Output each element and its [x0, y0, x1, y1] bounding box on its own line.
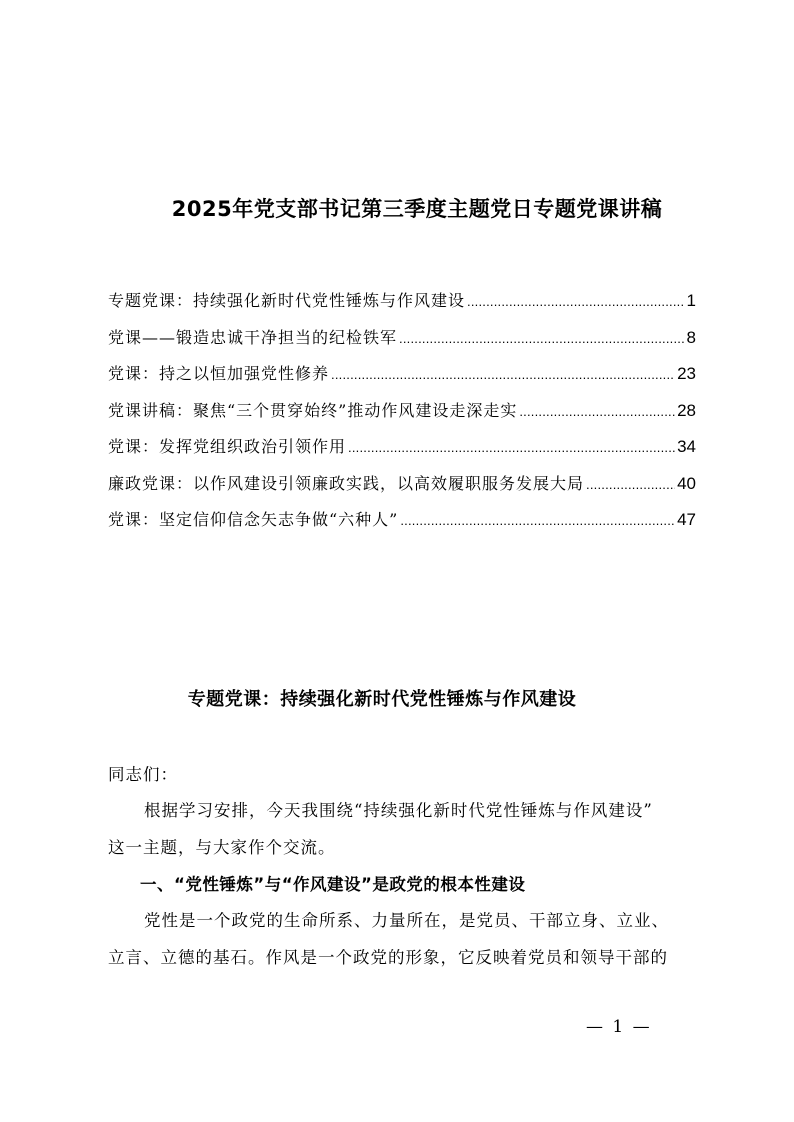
- toc-leader-dots: [331, 367, 675, 382]
- toc-item-label: 党课：发挥党组织政治引领作用: [108, 437, 347, 456]
- toc-leader-dots: [467, 294, 685, 309]
- salutation: 同志们：: [108, 765, 178, 784]
- toc-item-label: 廉政党课：以作风建设引领廉政实践，以高效履职服务发展大局: [108, 473, 585, 493]
- document-title: 2025年党支部书记第三季度主题党日专题党课讲稿: [171, 197, 663, 221]
- paragraph-line: 这一主题，与大家作个交流。: [108, 838, 336, 857]
- toc-item-page: 1: [686, 291, 696, 310]
- toc-item-label: 党课：持之以恒加强党性修养: [108, 364, 330, 383]
- section-heading: 一、“党性锤炼”与“作风建设”是政党的根本性建设: [140, 875, 526, 894]
- table-of-contents: [108, 288, 696, 544]
- toc-item-page: 47: [677, 510, 696, 529]
- toc-item-page: 8: [686, 327, 696, 347]
- page-number: — 1 —: [586, 1017, 652, 1037]
- toc-item-page: 28: [677, 400, 696, 420]
- paragraph-line: 根据学习安排，今天我围绕“持续强化新时代党性锤炼与作风建设”: [144, 801, 653, 820]
- toc-item[interactable]: [108, 507, 696, 544]
- toc-item[interactable]: [108, 398, 696, 435]
- toc-leader-dots: [586, 477, 675, 492]
- toc-item[interactable]: [108, 325, 696, 362]
- toc-item-label: 党课：坚定信仰信念矢志争做“六种人”: [108, 510, 399, 529]
- paragraph-line: 立言、立德的基石。作风是一个政党的形象，它反映着党员和领导干部的: [108, 948, 668, 967]
- toc-item-label: 党课讲稿：聚焦“三个贯穿始终”推动作风建设走深走实: [108, 400, 518, 420]
- toc-item[interactable]: [108, 471, 696, 508]
- toc-item-page: 34: [677, 437, 696, 456]
- toc-item-page: 23: [677, 364, 696, 383]
- toc-item[interactable]: [108, 361, 696, 398]
- toc-leader-dots: [400, 513, 675, 528]
- toc-item[interactable]: [108, 288, 696, 325]
- toc-leader-dots: [348, 440, 675, 455]
- paragraph-line: 党性是一个政党的生命所系、力量所在，是党员、干部立身、立业、: [144, 911, 669, 930]
- toc-item[interactable]: [108, 434, 696, 471]
- paragraph: [108, 792, 698, 866]
- toc-item-label: 专题党课：持续强化新时代党性锤炼与作风建设: [108, 291, 466, 310]
- toc-item-label: 党课——锻造忠诚干净担当的纪检铁军: [108, 327, 398, 347]
- toc-leader-dots: [519, 404, 675, 419]
- section-title: 专题党课：持续强化新时代党性锤炼与作风建设: [187, 689, 577, 710]
- toc-leader-dots: [399, 331, 685, 346]
- paragraph: [108, 902, 698, 976]
- toc-item-page: 40: [677, 473, 696, 493]
